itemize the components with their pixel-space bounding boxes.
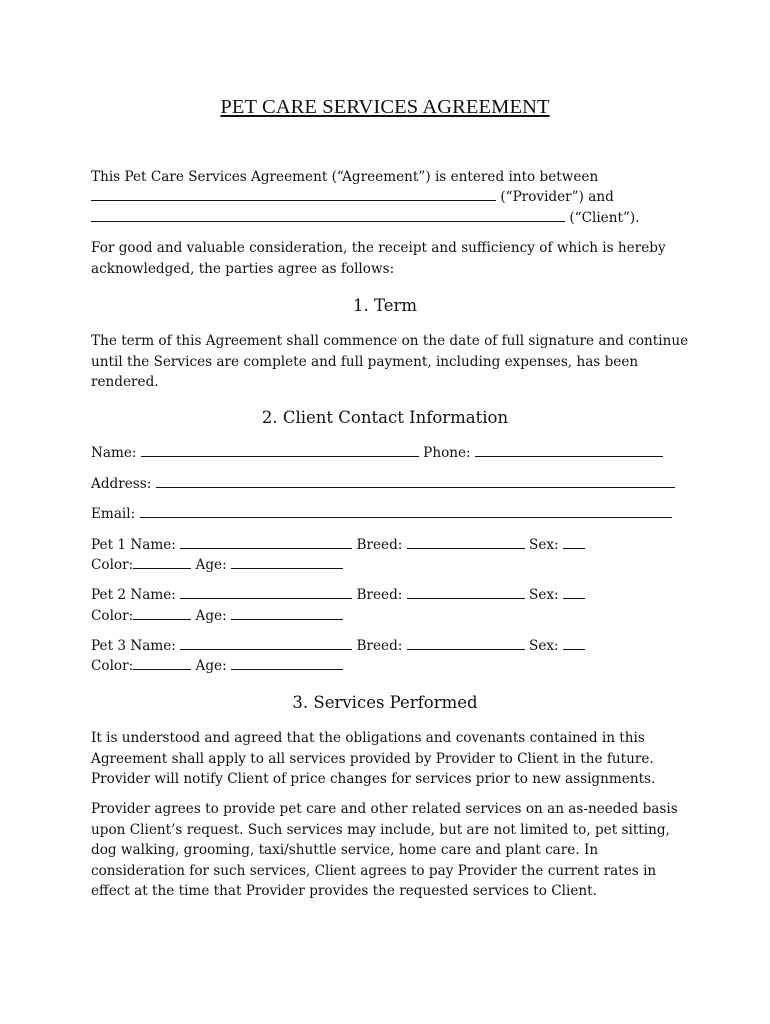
- pet-1-row: [91, 535, 585, 556]
- pet-2-name-field[interactable]: [180, 587, 352, 599]
- pet-1-row-2: [91, 555, 343, 576]
- name-label: Name:: [91, 445, 137, 461]
- pet-1-name-field[interactable]: [180, 537, 352, 549]
- email-label: Email:: [91, 506, 136, 522]
- pet-3-name-label: Pet 3 Name:: [91, 638, 176, 654]
- name-phone-row: [91, 443, 663, 464]
- pet-1-age-label: Age:: [195, 557, 227, 573]
- address-field[interactable]: [156, 476, 675, 488]
- intro-line-1: This Pet Care Services Agreement (“Agreement”) is entered into between: [91, 169, 599, 185]
- pet-2-name-label: Pet 2 Name:: [91, 587, 176, 603]
- client-suffix: (“Client”).: [569, 210, 640, 226]
- pet-2-sex-label: Sex:: [529, 587, 559, 603]
- pet-2-color-label: Color:: [91, 608, 134, 624]
- pet-3-name-field[interactable]: [180, 638, 352, 650]
- section-1-body: The term of this Agreement shall commence on the date of full signature and continue until the Services are complete and full payment, including expenses, has been rendered.: [91, 333, 689, 390]
- pet-1-breed-field[interactable]: [407, 537, 525, 549]
- pet-3-row: [91, 636, 585, 657]
- phone-label: Phone:: [423, 445, 471, 461]
- pet-3-breed-label: Breed:: [356, 638, 403, 654]
- section-3-paragraph-2: Provider agrees to provide pet care and other related services on an as-needed basis upon Client’s request. Such services may include, but are not limited to, pet sitting, dog walking, grooming, taxi/shuttle service, home care and plant care. In consideration for such services, Client agrees to pay Provider the current rates in effect at the time that Provider provides the requested services to Client.: [91, 801, 678, 899]
- phone-field[interactable]: [475, 445, 663, 457]
- pet-3-sex-label: Sex:: [529, 638, 559, 654]
- pet-3-color-label: Color:: [91, 658, 134, 674]
- pet-1-breed-label: Breed:: [356, 537, 403, 553]
- section-3-heading: 3. Services Performed: [292, 693, 478, 712]
- pet-1-age-field[interactable]: [231, 557, 343, 569]
- pet-2-breed-label: Breed:: [356, 587, 403, 603]
- pet-3-age-label: Age:: [195, 658, 227, 674]
- section-3-paragraph-1: It is understood and agreed that the obligations and covenants contained in this Agreement shall apply to all services provided by Provider to Client in the future. Provider will notify Client of price changes for services prior to new assignments.: [91, 730, 656, 787]
- provider-row: [91, 187, 614, 208]
- provider-name-field[interactable]: [91, 189, 496, 201]
- pet-1-sex-field[interactable]: [563, 537, 585, 549]
- provider-suffix: (“Provider”) and: [500, 189, 614, 205]
- name-field[interactable]: [141, 445, 419, 457]
- client-row: [91, 208, 640, 229]
- document-title: PET CARE SERVICES AGREEMENT: [220, 96, 550, 118]
- pet-3-age-field[interactable]: [231, 658, 343, 670]
- pet-3-color-field[interactable]: [133, 658, 191, 670]
- pet-1-color-field[interactable]: [133, 557, 191, 569]
- pet-3-breed-field[interactable]: [407, 638, 525, 650]
- pet-1-name-label: Pet 1 Name:: [91, 537, 176, 553]
- pet-2-row-2: [91, 606, 343, 627]
- pet-1-sex-label: Sex:: [529, 537, 559, 553]
- pet-2-color-field[interactable]: [133, 608, 191, 620]
- client-name-field[interactable]: [91, 210, 565, 222]
- email-field[interactable]: [140, 506, 672, 518]
- consideration-paragraph: For good and valuable consideration, the receipt and sufficiency of which is hereby acknowledged, the parties agree as follows:: [91, 240, 666, 277]
- pet-2-sex-field[interactable]: [563, 587, 585, 599]
- pet-3-row-2: [91, 656, 343, 677]
- address-label: Address:: [91, 476, 152, 492]
- pet-2-breed-field[interactable]: [407, 587, 525, 599]
- pet-2-row: [91, 585, 585, 606]
- address-row: [91, 474, 675, 495]
- pet-2-age-field[interactable]: [231, 608, 343, 620]
- section-1-heading: 1. Term: [352, 296, 417, 315]
- pet-1-color-label: Color:: [91, 557, 134, 573]
- pet-3-sex-field[interactable]: [563, 638, 585, 650]
- pet-2-age-label: Age:: [195, 608, 227, 624]
- section-2-heading: 2. Client Contact Information: [261, 408, 509, 427]
- email-row: [91, 504, 672, 525]
